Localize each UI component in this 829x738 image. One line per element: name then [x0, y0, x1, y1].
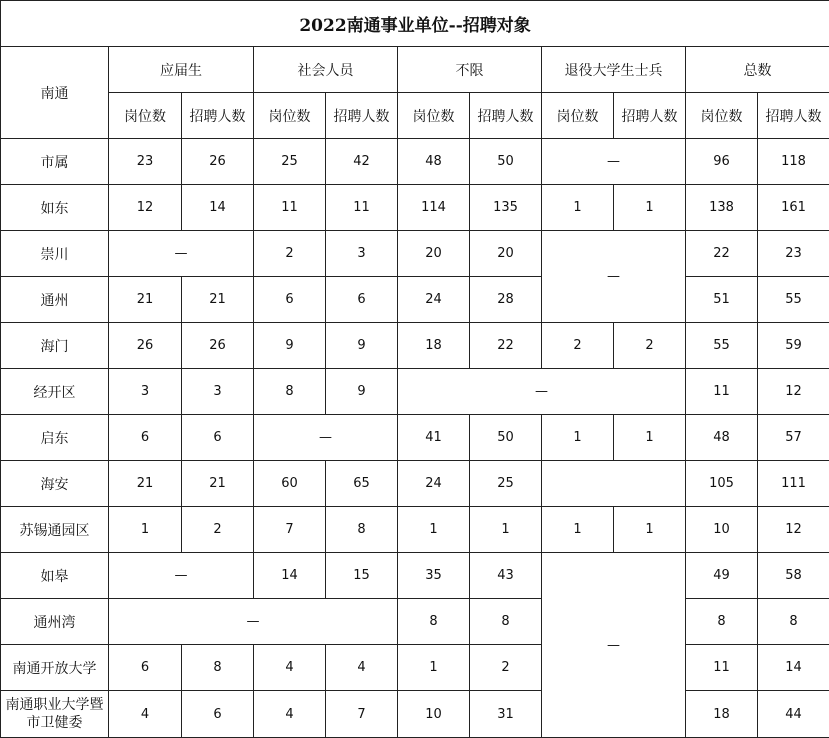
- unlimited-hires: 135: [470, 185, 542, 231]
- veterans-positions: 1: [542, 507, 614, 553]
- region-name: 崇川: [1, 231, 109, 277]
- total-hires: 44: [758, 691, 829, 738]
- subheader-positions: 岗位数: [542, 93, 614, 139]
- graduates-positions: 6: [109, 645, 182, 691]
- social-hires: 8: [326, 507, 398, 553]
- region-name: 南通开放大学: [1, 645, 109, 691]
- social-positions: 4: [254, 691, 326, 738]
- graduates-positions: 1: [109, 507, 182, 553]
- social-positions: 4: [254, 645, 326, 691]
- social-hires: 3: [326, 231, 398, 277]
- graduates-none: —: [109, 553, 254, 599]
- subheader-positions: 岗位数: [254, 93, 326, 139]
- graduates-hires: 8: [182, 645, 254, 691]
- group-header-total: 总数: [686, 47, 829, 93]
- unlimited-hires: 22: [470, 323, 542, 369]
- total-positions: 49: [686, 553, 758, 599]
- social-hires: 4: [326, 645, 398, 691]
- total-hires: 23: [758, 231, 829, 277]
- unlimited-positions: 41: [398, 415, 470, 461]
- total-hires: 161: [758, 185, 829, 231]
- social-positions: 8: [254, 369, 326, 415]
- veterans-positions: 1: [542, 185, 614, 231]
- subheader-positions: 岗位数: [686, 93, 758, 139]
- total-positions: 55: [686, 323, 758, 369]
- social-hires: 15: [326, 553, 398, 599]
- table-row: [1, 231, 829, 277]
- total-hires: 57: [758, 415, 829, 461]
- table-row: [1, 185, 829, 231]
- veterans-hires: 2: [614, 323, 686, 369]
- unlimited-hires: 28: [470, 277, 542, 323]
- graduates-positions: 23: [109, 139, 182, 185]
- table-row: [1, 139, 829, 185]
- total-positions: 105: [686, 461, 758, 507]
- total-positions: 22: [686, 231, 758, 277]
- table-row: [1, 645, 829, 691]
- total-hires: 55: [758, 277, 829, 323]
- table-title: 2022南通事业单位--招聘对象: [1, 1, 829, 47]
- unlimited-positions: 24: [398, 277, 470, 323]
- graduates-hires: 21: [182, 461, 254, 507]
- veterans-none: —: [542, 139, 686, 185]
- graduates-hires: 26: [182, 323, 254, 369]
- social-hires: 9: [326, 323, 398, 369]
- region-name: 如东: [1, 185, 109, 231]
- total-hires: 12: [758, 369, 829, 415]
- social-hires: 7: [326, 691, 398, 738]
- table-row: [1, 415, 829, 461]
- unlimited-hires: 50: [470, 139, 542, 185]
- veterans-empty: [542, 461, 686, 507]
- graduates-hires: 6: [182, 691, 254, 738]
- subheader-positions: 岗位数: [109, 93, 182, 139]
- social-positions: 60: [254, 461, 326, 507]
- veterans-hires: 1: [614, 507, 686, 553]
- region-name: 海安: [1, 461, 109, 507]
- total-hires: 58: [758, 553, 829, 599]
- subheader-hires: 招聘人数: [470, 93, 542, 139]
- total-positions: 11: [686, 645, 758, 691]
- unlimited-hires: 2: [470, 645, 542, 691]
- table-row: [1, 599, 829, 645]
- unlimited-positions: 35: [398, 553, 470, 599]
- table-row: [1, 461, 829, 507]
- social-hires: 6: [326, 277, 398, 323]
- veterans-hires: 1: [614, 415, 686, 461]
- unlimited-positions: 18: [398, 323, 470, 369]
- graduates-hires: 14: [182, 185, 254, 231]
- total-positions: 11: [686, 369, 758, 415]
- total-hires: 14: [758, 645, 829, 691]
- veterans-positions: 1: [542, 415, 614, 461]
- veterans-hires: 1: [614, 185, 686, 231]
- region-name: 通州: [1, 277, 109, 323]
- social-hires: 9: [326, 369, 398, 415]
- social-positions: 11: [254, 185, 326, 231]
- social-hires: 65: [326, 461, 398, 507]
- social-positions: 14: [254, 553, 326, 599]
- table-row: [1, 507, 829, 553]
- total-hires: 12: [758, 507, 829, 553]
- subheader-hires: 招聘人数: [182, 93, 254, 139]
- graduates-positions: 21: [109, 461, 182, 507]
- social-positions: 9: [254, 323, 326, 369]
- graduates-hires: 6: [182, 415, 254, 461]
- unlimited-positions: 24: [398, 461, 470, 507]
- region-name: 如皋: [1, 553, 109, 599]
- graduates-none: —: [109, 231, 254, 277]
- unlimited-positions: 20: [398, 231, 470, 277]
- total-hires: 59: [758, 323, 829, 369]
- region-name: 市属: [1, 139, 109, 185]
- graduates-social-none: —: [109, 599, 398, 645]
- subheader-hires: 招聘人数: [614, 93, 686, 139]
- total-positions: 8: [686, 599, 758, 645]
- subheader-hires: 招聘人数: [758, 93, 829, 139]
- unlimited-hires: 25: [470, 461, 542, 507]
- veterans-positions: 2: [542, 323, 614, 369]
- region-name: 海门: [1, 323, 109, 369]
- subheader-positions: 岗位数: [398, 93, 470, 139]
- total-positions: 138: [686, 185, 758, 231]
- subheader-hires: 招聘人数: [326, 93, 398, 139]
- group-header-graduates: 应届生: [109, 47, 254, 93]
- table-row: [1, 323, 829, 369]
- table-row: [1, 691, 829, 738]
- table-row: [1, 277, 829, 323]
- graduates-positions: 26: [109, 323, 182, 369]
- graduates-positions: 6: [109, 415, 182, 461]
- graduates-positions: 12: [109, 185, 182, 231]
- social-positions: 7: [254, 507, 326, 553]
- region-column-header: 南通: [1, 47, 109, 139]
- social-positions: 25: [254, 139, 326, 185]
- graduates-positions: 4: [109, 691, 182, 738]
- graduates-hires: 3: [182, 369, 254, 415]
- graduates-hires: 2: [182, 507, 254, 553]
- unlimited-positions: 1: [398, 645, 470, 691]
- social-hires: 42: [326, 139, 398, 185]
- unlimited-hires: 43: [470, 553, 542, 599]
- total-positions: 51: [686, 277, 758, 323]
- unlimited-veterans-none: —: [398, 369, 686, 415]
- unlimited-positions: 114: [398, 185, 470, 231]
- unlimited-hires: 50: [470, 415, 542, 461]
- unlimited-positions: 8: [398, 599, 470, 645]
- social-hires: 11: [326, 185, 398, 231]
- region-name: 通州湾: [1, 599, 109, 645]
- total-hires: 111: [758, 461, 829, 507]
- table-row: [1, 369, 829, 415]
- total-positions: 48: [686, 415, 758, 461]
- unlimited-positions: 48: [398, 139, 470, 185]
- unlimited-hires: 31: [470, 691, 542, 738]
- region-name: 经开区: [1, 369, 109, 415]
- graduates-positions: 21: [109, 277, 182, 323]
- total-positions: 18: [686, 691, 758, 738]
- veterans-none: —: [542, 553, 686, 738]
- unlimited-positions: 10: [398, 691, 470, 738]
- region-name: 南通职业大学暨市卫健委: [1, 691, 109, 738]
- total-hires: 8: [758, 599, 829, 645]
- unlimited-hires: 20: [470, 231, 542, 277]
- veterans-none: —: [542, 231, 686, 323]
- social-positions: 6: [254, 277, 326, 323]
- social-positions: 2: [254, 231, 326, 277]
- social-none: —: [254, 415, 398, 461]
- graduates-positions: 3: [109, 369, 182, 415]
- unlimited-hires: 8: [470, 599, 542, 645]
- region-name: 启东: [1, 415, 109, 461]
- table-row: [1, 553, 829, 599]
- total-positions: 96: [686, 139, 758, 185]
- group-header-social: 社会人员: [254, 47, 398, 93]
- group-header-unlimited: 不限: [398, 47, 542, 93]
- total-hires: 118: [758, 139, 829, 185]
- graduates-hires: 21: [182, 277, 254, 323]
- group-header-veterans: 退役大学生士兵: [542, 47, 686, 93]
- unlimited-positions: 1: [398, 507, 470, 553]
- graduates-hires: 26: [182, 139, 254, 185]
- unlimited-hires: 1: [470, 507, 542, 553]
- region-name: 苏锡通园区: [1, 507, 109, 553]
- total-positions: 10: [686, 507, 758, 553]
